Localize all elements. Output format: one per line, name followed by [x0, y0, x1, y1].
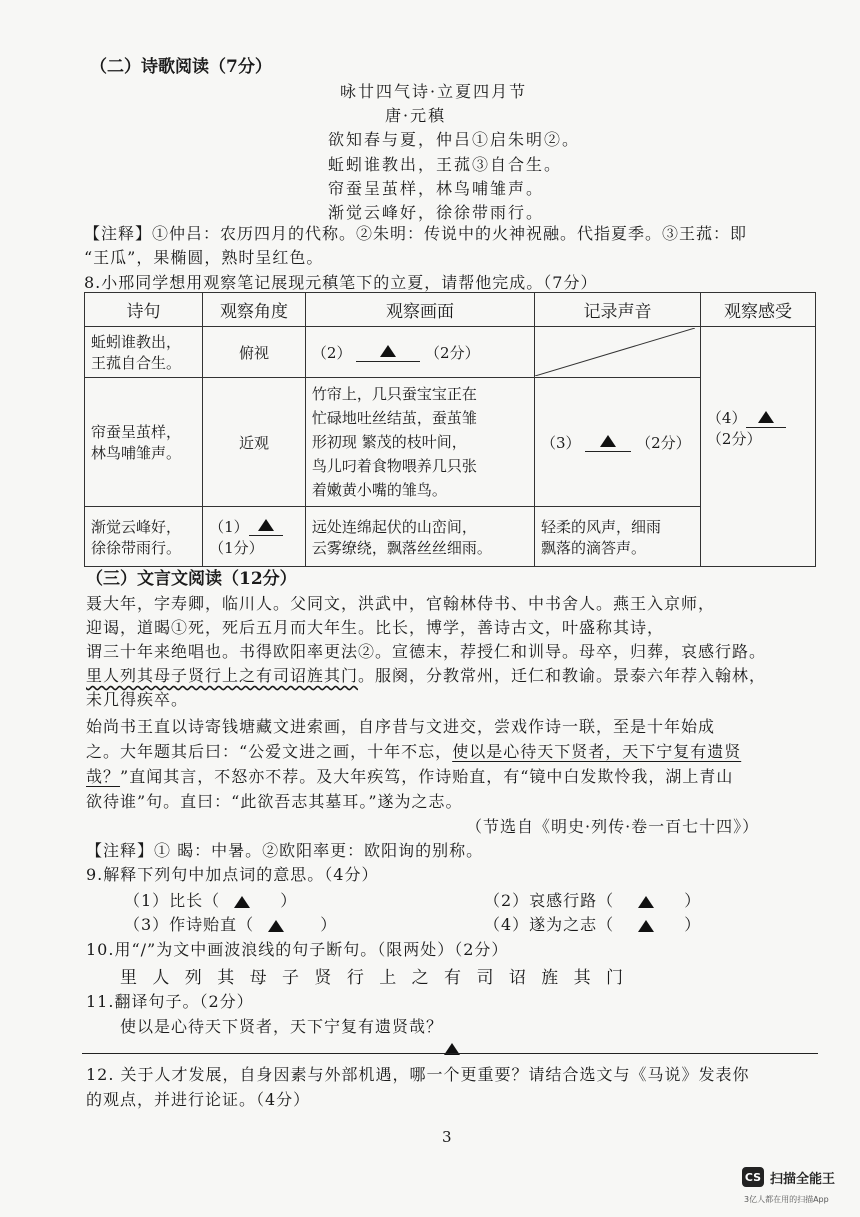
- q9-item-label: （1）比长（: [124, 891, 221, 910]
- poem-line: 渐觉云峰好，徐徐带雨行。: [328, 203, 545, 222]
- table-cell-empty: [534, 327, 700, 378]
- underlined-sentence: 使以是心待天下贤者，天下宁复有遗贤: [452, 742, 742, 761]
- answer-blank[interactable]: [585, 435, 631, 452]
- triangle-icon: [380, 345, 396, 357]
- passage-line: 欲待谁”句。直曰：“此欲吾志其墓耳。”遂为之志。: [86, 792, 463, 811]
- cell-line: 王菰自合生。: [91, 354, 182, 372]
- table-header: 观察角度: [203, 293, 306, 327]
- cell-line: 徐徐带雨行。: [91, 538, 182, 557]
- cell-line: 飘落的滴答声。: [540, 538, 646, 557]
- q9-close: ）: [684, 891, 702, 910]
- triangle-icon: [268, 920, 284, 932]
- q9-item-label: （2）哀感行路（: [484, 891, 615, 910]
- table-cell: [85, 327, 203, 378]
- poem-note-cont: “王瓜”，果椭圆，熟时呈红色。: [84, 248, 324, 267]
- table-cell: [534, 378, 700, 507]
- blank-number: （1）: [209, 517, 249, 536]
- cell-line: 远处连绵起伏的山峦间，: [311, 517, 477, 536]
- table-header: 诗句: [85, 293, 203, 327]
- cell-line: 轻柔的风声，细雨: [540, 517, 661, 536]
- triangle-icon: [638, 920, 654, 932]
- cell-line: 蚯蚓谁教出，: [91, 333, 182, 351]
- table-header-row: [85, 293, 816, 327]
- section-heading-classical: （三）文言文阅读（12分）: [86, 569, 297, 589]
- table-header: 记录声音: [534, 293, 700, 327]
- cell-line: 竹帘上，几只蚕宝宝正在: [311, 385, 477, 403]
- cell-line: 着嫩黄小嘴的雏鸟。: [311, 481, 447, 499]
- score-label: （2分）: [706, 430, 762, 448]
- passage-note: 【注释】① 暍：中暑。②欧阳率更：欧阳询的别称。: [86, 841, 484, 860]
- passage-line: 谓三十年来绝唱也。书得欧阳率更法②。宣德末，荐授仁和训导。母卒，归葬，哀感行路。: [86, 642, 767, 661]
- q11-answer-marker: [440, 1038, 464, 1057]
- cell-line: 渐觉云峰好，: [91, 517, 182, 536]
- score-label: （2分）: [636, 433, 691, 452]
- triangle-icon: [258, 519, 274, 531]
- question-8: 8.小邢同学想用观察笔记展现元稹笔下的立夏，请帮他完成。（7分）: [84, 273, 598, 292]
- poem-author: 唐·元稹: [385, 106, 447, 125]
- table-cell: [85, 507, 203, 567]
- table-cell: [534, 507, 700, 567]
- passage-text: ”直闻其言，不怒亦不荐。及大年疾笃，作诗贻直，有“镜中白发欺怜我，湖上青山: [120, 767, 734, 786]
- passage-source: （节选自《明史·列传·卷一百七十四》）: [466, 817, 760, 836]
- scanner-tagline: 3亿人都在用的扫描App: [744, 1195, 829, 1204]
- q11-answer-line[interactable]: [82, 1053, 818, 1054]
- passage-line: 未几得疾卒。: [86, 690, 189, 709]
- answer-blank[interactable]: [746, 411, 786, 428]
- cell-line: 忙碌地吐丝结茧，蚕茧雏: [311, 409, 477, 427]
- passage-line: 聂大年，字寿卿，临川人。父同文，洪武中，官翰林侍书、中书舍人。燕王入京师，: [86, 594, 716, 613]
- blank-number: （3）: [540, 433, 581, 452]
- question-12-cont: 的观点，并进行论证。（4分）: [86, 1090, 311, 1109]
- poem-line: 帘蚕呈茧样，林鸟哺雏声。: [328, 179, 545, 198]
- q9-close: ）: [280, 891, 298, 910]
- cell-line: 形初现 繁茂的枝叶间，: [311, 433, 467, 451]
- q9-item-label: （3）作诗贻直（: [124, 915, 255, 934]
- q9-item[interactable]: [484, 912, 701, 935]
- score-label: （1分）: [209, 538, 264, 557]
- table-cell-feeling: [700, 327, 815, 567]
- poem-title: 咏廿四气诗·立夏四月节: [340, 82, 528, 101]
- table-cell: [305, 327, 534, 378]
- table-cell: 俯视: [203, 327, 306, 378]
- table-header: 观察感受: [700, 293, 815, 327]
- question-12: 12. 关于人才发展，自身因素与外部机遇，哪一个更重要？请结合选文与《马说》发表你: [86, 1065, 750, 1084]
- table-cell: [85, 378, 203, 507]
- question-11: 11.翻译句子。（2分）: [86, 992, 254, 1011]
- table-header: 观察画面: [305, 293, 534, 327]
- scanner-name: 扫描全能王: [770, 1171, 836, 1187]
- triangle-icon: [638, 896, 654, 908]
- cell-line: 云雾缭绕，飘落丝丝细雨。: [311, 538, 492, 557]
- table-cell: [305, 378, 534, 507]
- triangle-icon: [600, 435, 616, 447]
- blank-number: （4）: [706, 409, 747, 427]
- passage-text: 。服阕，分教常州，迁仁和教谕。景泰六年荐入翰林，: [358, 666, 767, 685]
- q11-sentence: 使以是心待天下贤者，天下宁复有遗贤哉？: [120, 1017, 444, 1036]
- q9-close: ）: [684, 915, 702, 934]
- q9-item-label: （4）遂为之志（: [484, 915, 615, 934]
- q10-sentence[interactable]: 里 人 列 其 母 子 贤 行 上 之 有 司 诏 旌 其 门: [120, 968, 629, 988]
- table-cell: [203, 507, 306, 567]
- score-label: （2分）: [425, 343, 480, 362]
- blank-number: （2）: [311, 343, 352, 362]
- cell-line: 帘蚕呈茧样，: [91, 423, 182, 441]
- passage-line: 始尚书王直以诗寄钱塘藏文进索画，自序昔与文进交，尝戏作诗一联，至是十年始成: [86, 717, 716, 736]
- underlined-sentence: 哉？: [86, 767, 121, 786]
- passage-text: 之。大年题其后曰：“公爱文进之画，十年不忘，: [86, 742, 453, 761]
- cell-line: 鸟儿叼着食物喂养几只张: [311, 457, 477, 475]
- passage-line: [86, 764, 733, 787]
- table-row: [85, 327, 816, 378]
- section-heading-poetry: （二）诗歌阅读（7分）: [90, 57, 272, 77]
- cs-logo-icon: CS: [742, 1167, 764, 1187]
- triangle-icon: [234, 896, 250, 908]
- answer-blank[interactable]: [356, 345, 420, 362]
- table-cell: [305, 507, 534, 567]
- table-cell: 近观: [203, 378, 306, 507]
- page-number: 3: [442, 1128, 452, 1146]
- question-9: 9.解释下列句中加点词的意思。（4分）: [86, 865, 379, 884]
- scanner-logo: [742, 1167, 835, 1187]
- answer-blank[interactable]: [249, 519, 283, 536]
- passage-line: 迎谒，道暍①死，死后五月而大年生。比长，博学，善诗古文，叶盛称其诗，: [86, 618, 665, 637]
- cell-line: 林鸟哺雏声。: [91, 444, 182, 462]
- q9-item[interactable]: [124, 888, 297, 911]
- observation-table: [84, 292, 816, 567]
- triangle-icon: [758, 411, 774, 423]
- q9-item[interactable]: [124, 912, 337, 935]
- poem-line: 欲知春与夏，仲吕①启朱明②。: [328, 130, 581, 149]
- passage-line: [86, 663, 766, 686]
- poem-note: 【注释】①仲吕：农历四月的代称。②朱明：传说中的火神祝融。代指夏季。③王菰：即: [84, 224, 748, 243]
- q9-close: ）: [320, 915, 338, 934]
- q9-item[interactable]: [484, 888, 701, 911]
- question-10: 10.用“/”为文中画波浪线的句子断句。（限两处）（2分）: [86, 940, 509, 959]
- diagonal-slash: [535, 328, 695, 376]
- wavy-underlined-sentence: 里人列其母子贤行上之有司诏旌其门: [86, 666, 359, 685]
- passage-line: [86, 739, 741, 762]
- poem-line: 蚯蚓谁教出，王菰③自合生。: [328, 155, 563, 174]
